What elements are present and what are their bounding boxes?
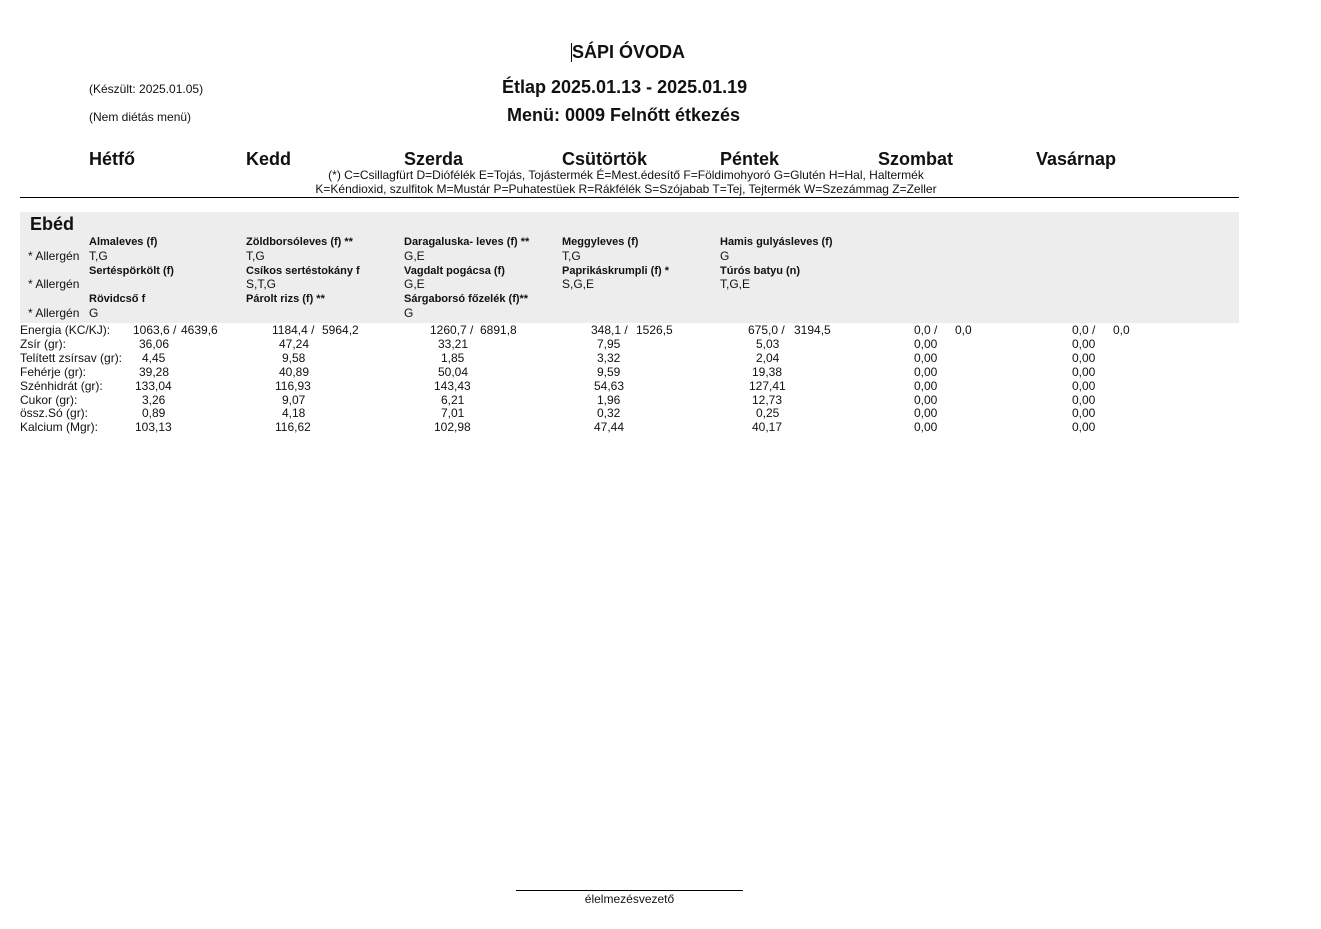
day-header: Vasárnap [1036,149,1117,169]
nutrition-value: 3,32 [597,351,621,365]
nutrition-value: 2,04 [756,351,780,365]
nutrition-value: 0,89 [142,406,166,420]
nutrition-value: 47,44 [594,420,625,434]
nutrition-label: össz.Só (gr): [20,406,89,420]
nutrition-value: 116,62 [275,420,311,434]
allergen-codes: T,G,E [720,277,751,291]
nutrition-value: 7,01 [441,406,465,420]
nutrition-value: 0,00 [914,379,938,393]
nutrition-value: 143,43 [434,379,471,393]
signature-label: élelmezésvezető [584,892,675,906]
nutrition-value: 0,25 [756,406,780,420]
created-date: (Készült: 2025.01.05) [89,82,204,96]
nutrition-value: 0,00 [914,351,938,365]
food-name: Rövidcső f [89,293,146,305]
energy-kc: 1184,4 / [272,323,315,337]
nutrition-value: 19,38 [752,365,783,379]
nutrition-label: Telített zsírsav (gr): [20,351,123,365]
allergen-label: * Allergén [28,249,80,263]
food-name: Párolt rizs (f) ** [246,293,325,305]
nutrition-value: 39,28 [139,365,170,379]
nutrition-value: 133,04 [135,379,172,393]
nutrition-value: 4,18 [282,406,306,420]
nutrition-value: 9,59 [597,365,621,379]
allergen-codes: S,T,G [246,277,277,291]
energy-kc: 348,1 / [591,323,628,337]
allergen-label: * Allergén [28,306,80,320]
nutrition-value: 0,00 [1072,351,1096,365]
nutrition-value: 36,06 [139,337,170,351]
nutrition-value: 102,98 [434,420,471,434]
meal-title: Ebéd [30,214,75,234]
food-name: Almaleves (f) [89,236,158,248]
energy-kc: 675,0 / [748,323,785,337]
food-name: Túrós batyu (n) [720,265,801,277]
nutrition-value: 0,00 [1072,379,1096,393]
energy-kj: 4639,6 [181,323,218,337]
energy-kc: 1063,6 / [133,323,177,337]
nutrition-label: Szénhidrát (gr): [20,379,103,393]
day-header: Szerda [404,149,464,169]
food-name: Sárgaborsó főzelék (f)** [404,293,529,305]
day-header: Kedd [246,149,291,169]
nutrition-value: 0,00 [914,365,938,379]
day-header: Hétfő [89,149,135,169]
allergen-label: * Allergén [28,277,80,291]
nutrition-value: 6,21 [441,393,465,407]
nutrition-value: 12,73 [752,393,783,407]
menu-subtitle: Menü: 0009 Felnőtt étkezés [507,105,741,125]
allergen-codes: G [404,306,414,320]
day-header: Péntek [720,149,780,169]
energy-kj: 3194,5 [794,323,831,337]
energy-kj: 5964,2 [322,323,359,337]
food-name: Hamis gulyásleves (f) [720,236,833,248]
nutrition-value: 1,96 [597,393,621,407]
nutrition-value: 0,00 [914,393,938,407]
nutrition-label: Cukor (gr): [20,393,78,407]
nutrition-value: 116,93 [275,379,311,393]
nutrition-value: 54,63 [594,379,625,393]
allergen-codes: T,G [89,249,108,263]
nutrition-label: Kalcium (Mgr): [20,420,99,434]
diet-note: (Nem diétás menü) [89,110,192,124]
nutrition-label: Fehérje (gr): [20,365,87,379]
food-name: Paprikáskrumpli (f) * [562,265,669,277]
divider [20,197,1239,198]
allergen-legend-line: K=Kéndioxid, szulfitok M=Mustár P=Puhatestüek R=Rákfélék S=Szójabab T=Tej, Tejtermék W=Szezámmag Z=Zeller [315,182,937,196]
nutrition-value: 5,03 [756,337,780,351]
allergen-codes: G,E [404,277,425,291]
nutrition-value: 40,17 [752,420,783,434]
nutrition-value: 0,00 [914,337,938,351]
food-name: Sertéspörkölt (f) [89,265,174,277]
day-header: Szombat [878,149,954,169]
energy-kj: 0,0 [1113,323,1130,337]
menu-title: Étlap 2025.01.13 - 2025.01.19 [502,77,748,97]
nutrition-value: 4,45 [142,351,166,365]
nutrition-value: 50,04 [438,365,469,379]
energy-kc: 0,0 / [1072,323,1096,337]
signature-line [516,890,743,891]
energy-kc: 0,0 / [914,323,938,337]
nutrition-value: 0,00 [1072,337,1096,351]
nutrition-label: Energia (KC/KJ): [20,323,111,337]
nutrition-label: Zsír (gr): [20,337,66,351]
food-name: Zöldborsóleves (f) ** [246,236,353,248]
allergen-codes: S,G,E [562,277,595,291]
nutrition-value: 0,00 [1072,420,1096,434]
allergen-codes: G [720,249,730,263]
institution-title: SÁPI ÓVODA [572,42,686,62]
energy-kj: 1526,5 [636,323,673,337]
food-name: Daragaluska- leves (f) ** [404,236,530,248]
day-header: Csütörtök [562,149,647,169]
food-name: Vagdalt pogácsa (f) [404,265,505,277]
energy-kj: 0,0 [955,323,972,337]
allergen-codes: T,G [246,249,265,263]
nutrition-value: 0,00 [1072,393,1096,407]
allergen-legend-line: (*) C=Csillagfürt D=Diófélék E=Tojás, Tojástermék É=Mest.édesítő F=Földimohyoró G=Glutén H=Hal, Haltermék [328,168,924,182]
nutrition-value: 47,24 [279,337,310,351]
allergen-codes: T,G [562,249,581,263]
nutrition-value: 1,85 [441,351,465,365]
nutrition-value: 0,00 [1072,406,1096,420]
nutrition-value: 7,95 [597,337,621,351]
nutrition-value: 0,00 [914,420,938,434]
nutrition-value: 127,41 [749,379,786,393]
allergen-codes: G,E [404,249,425,263]
nutrition-value: 0,00 [1072,365,1096,379]
nutrition-value: 0,00 [914,406,938,420]
energy-kj: 6891,8 [480,323,517,337]
nutrition-value: 40,89 [279,365,310,379]
food-name: Meggyleves (f) [562,236,639,248]
food-name: Csíkos sertéstokány f [246,265,360,277]
nutrition-value: 3,26 [142,393,166,407]
nutrition-value: 33,21 [438,337,469,351]
allergen-codes: G [89,306,99,320]
nutrition-value: 9,07 [282,393,306,407]
nutrition-value: 103,13 [135,420,172,434]
nutrition-value: 9,58 [282,351,306,365]
nutrition-value: 0,32 [597,406,621,420]
energy-kc: 1260,7 / [430,323,474,337]
